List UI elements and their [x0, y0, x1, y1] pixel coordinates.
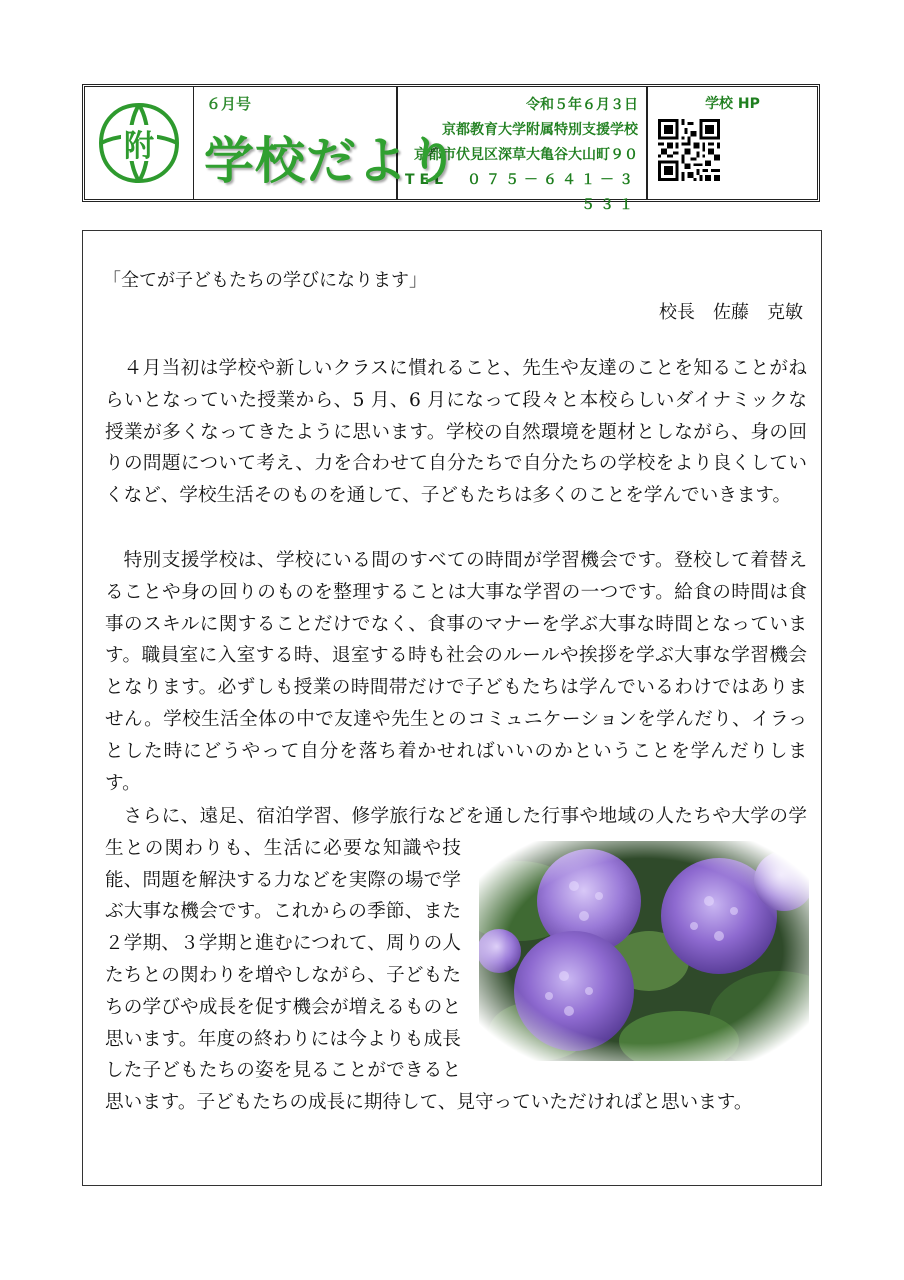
logo-cell	[85, 87, 194, 199]
homepage-label: 学校 HP	[705, 96, 760, 112]
school-address: 京都市伏見区深草大亀谷大山町９０	[414, 147, 638, 163]
paragraph-3-text: さらに、遠足、宿泊学習、修学旅行などを通した行事や地域の人たちや大学の学生との関わりも、生活に必要な知識や技能、問題を解決する力などを実際の場で学ぶ大事な機会です。これからの季節、また２学期、３学期と進むにつれて、周りの人たちとの関わりを増やしながら、子どもたちの学びや成長を促す機会が増えるものと思います。年度の終わりには今よりも成長した子どもたちの姿を見ることができると思います。子どもたちの成長に期待して、見守っていただければと思います。	[105, 806, 807, 1114]
article-box	[82, 230, 822, 1186]
title-cell	[194, 87, 459, 199]
school-name: 京都教育大学附属特別支援学校	[442, 122, 638, 138]
article-author: 校長 佐藤 克敏	[659, 302, 803, 323]
newsletter-title: 学校だより	[204, 132, 459, 190]
school-tel: TEL ０７５－６４１－３５３１	[404, 172, 638, 213]
school-emblem-icon	[91, 95, 187, 191]
article-headline: 「全てが子どもたちの学びになります」	[103, 270, 427, 291]
paragraph-3	[105, 801, 807, 1119]
paragraph-1: ４月当初は学校や新しいクラスに慣れること、先生や友達のことを知ることがねらいとなっていた授業から、5 月、6 月になって段々と本校らしいダイナミックな授業が多くなってきたように思います。学校の自然環境を題材としながら、身の回りの問題について考え、力を合わせて自分たちで自分たちの学校をより良くしていくなど、学校生活そのものを通して、子どもたちは多くのことを学んでいきます。	[105, 358, 807, 507]
hydrangea-photo	[479, 841, 809, 1061]
logo-char: 附	[124, 129, 154, 164]
issue-date: 令和５年６月３日	[526, 97, 638, 113]
paragraph-2: 特別支援学校は、学校にいる間のすべての時間が学習機会です。登校して着替えることや身の回りのものを整理することは大事な学習の一つです。給食の時間は食事のスキルに関することだけでなく、食事のマナーを学ぶ大事な時間となっています。職員室に入室する時、退室する時も社会のルールや挨拶を学ぶ大事な学習機会となります。必ずしも授業の時間帯だけで子どもたちは学んでいるわけではありません。学校生活全体の中で友達や先生とのコミュニケーションを学んだり、イラっとした時にどうやって自分を落ち着かせればいいのかということを学んだりします。	[105, 550, 807, 794]
qr-code-icon[interactable]	[658, 119, 720, 181]
issue-label: ６月号	[206, 95, 252, 113]
homepage-cell	[648, 87, 817, 199]
newsletter-header	[82, 84, 820, 213]
